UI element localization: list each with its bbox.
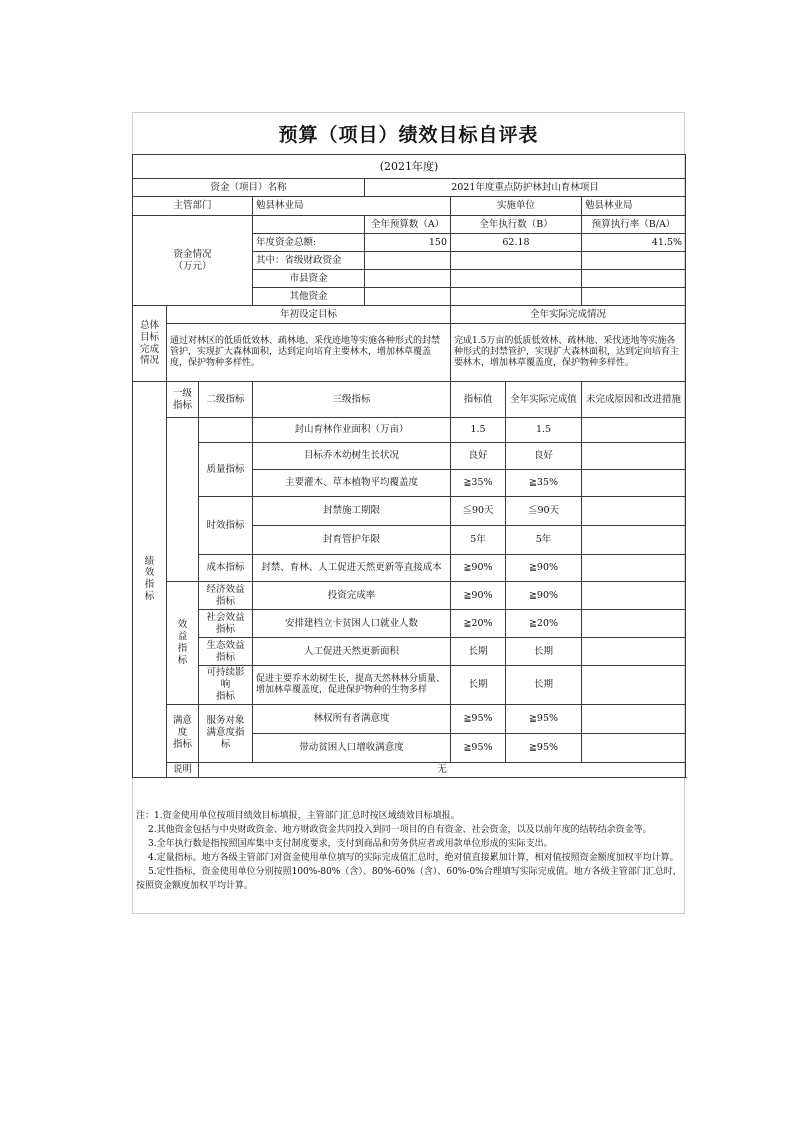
ind-name: 目标乔木幼树生长状况 — [253, 443, 451, 470]
footnote-1: 注：1.资金使用单位按项目绩效目标填报，主管部门汇总时按区域绩效目标填报。 — [136, 811, 460, 821]
ind-name: 投资完成率 — [253, 582, 451, 610]
ind-name: 封山育林作业面积（万亩） — [253, 418, 451, 443]
funds-col-b: 全年执行数（B） — [451, 216, 582, 234]
funds-row-b — [451, 288, 582, 306]
ind-target: ≧90% — [451, 555, 506, 582]
funds-row-a: 150 — [365, 234, 451, 252]
ind-target: ≦90天 — [451, 497, 506, 526]
impl-unit-value: 勉县林业局 — [582, 197, 686, 216]
ind-actual: 长期 — [506, 638, 582, 666]
ind-note — [582, 497, 686, 526]
dept-value: 勉县林业局 — [253, 197, 451, 216]
funds-col-rate: 预算执行率（B/A） — [582, 216, 686, 234]
funds-row-b — [451, 252, 582, 270]
ind-header-target: 指标值 — [451, 382, 506, 418]
funds-row-name: 年度资金总额: — [253, 234, 365, 252]
dept-label: 主管部门 — [133, 197, 253, 216]
ind-level1-benefit: 效 益 指 标 — [167, 582, 199, 705]
ind-target: ≧95% — [451, 733, 506, 762]
ind-name: 封禁、育林、人工促进天然更新等直接成本 — [253, 555, 451, 582]
ind-target: 长期 — [451, 666, 506, 705]
funds-row-name: 其他资金 — [253, 288, 365, 306]
ind-actual: 5年 — [506, 526, 582, 555]
overall-label: 总体 目标 完成 情况 — [133, 306, 167, 382]
funds-row-rate — [582, 270, 686, 288]
ind-note — [582, 443, 686, 470]
ind-target: 5年 — [451, 526, 506, 555]
year-label: (2021年度) — [133, 155, 686, 179]
ind-actual: 良好 — [506, 443, 582, 470]
funds-row-b: 62.18 — [451, 234, 582, 252]
ind-target: ≧35% — [451, 470, 506, 497]
footnote-2: 2.其他资金包括与中央财政资金、地方财政资金共同投入到同一项目的自有资金、社会资金，以及以前年度的结转结余资金等。 — [148, 824, 652, 835]
ind-note — [582, 418, 686, 443]
ind-note — [582, 555, 686, 582]
page-title: 预算（项目）绩效目标自评表 — [278, 124, 539, 146]
funds-row-rate — [582, 252, 686, 270]
ind-actual: ≧90% — [506, 582, 582, 610]
impl-unit-label: 实施单位 — [451, 197, 582, 216]
ind-actual: 1.5 — [506, 418, 582, 443]
ind-name: 封育管护年限 — [253, 526, 451, 555]
ind-note — [582, 526, 686, 555]
ind-level2-econ: 经济效益 指标 — [199, 582, 253, 610]
ind-header-level1: 一级 指标 — [167, 382, 199, 418]
ind-actual: ≧90% — [506, 555, 582, 582]
ind-note — [582, 470, 686, 497]
ind-actual: ≦90天 — [506, 497, 582, 526]
ind-header-actual: 全年实际完成值 — [506, 382, 582, 418]
ind-note — [582, 582, 686, 610]
ind-level1-satisfaction: 满意度 指标 — [167, 704, 199, 762]
ind-name: 带动贫困人口增收满意度 — [253, 733, 451, 762]
funds-row-a — [365, 270, 451, 288]
funds-row-rate — [582, 288, 686, 306]
ind-name: 林权所有者满意度 — [253, 704, 451, 733]
ind-level2-eco: 生态效益 指标 — [199, 638, 253, 666]
ind-header-level2: 二级指标 — [199, 382, 253, 418]
ind-level2-quality: 质量指标 — [199, 443, 253, 497]
ind-target: 1.5 — [451, 418, 506, 443]
overall-actual-text: 完成1.5万亩的低质低效林、疏林地、采伐迹地等实施各种形式的封禁管护，实现扩大森林面积，达到定向培育主要林木，增加林草覆盖度，保护物种多样性。 — [451, 324, 686, 382]
overall-actual-label: 全年实际完成情况 — [451, 306, 686, 324]
ind-name: 封禁施工期限 — [253, 497, 451, 526]
funds-row-rate: 41.5% — [582, 234, 686, 252]
footnote-3: 3.全年执行数是指按照国库集中支付制度要求，支付到商品和劳务供应者或用款单位形成的实际支出。 — [148, 838, 553, 849]
ind-level2-blank — [199, 418, 253, 443]
funds-label: 资金情况 （万元） — [133, 216, 253, 306]
overall-initial-label: 年初设定目标 — [167, 306, 451, 324]
ind-level1-output — [167, 418, 199, 582]
ind-level2-cost: 成本指标 — [199, 555, 253, 582]
ind-name: 主要灌木、草本植物平均覆盖度 — [253, 470, 451, 497]
ind-target: ≧90% — [451, 582, 506, 610]
funds-blank — [253, 216, 365, 234]
ind-header-level3: 三级指标 — [253, 382, 451, 418]
ind-actual: ≧95% — [506, 733, 582, 762]
ind-note — [582, 638, 686, 666]
ind-level2-social: 社会效益 指标 — [199, 610, 253, 638]
remark-value: 无 — [199, 762, 686, 777]
ind-actual: ≧35% — [506, 470, 582, 497]
funds-row-name: 市县资金 — [253, 270, 365, 288]
ind-level2-sustain: 可持续影响 指标 — [199, 666, 253, 705]
overall-initial-text: 通过对林区的低质低效林、疏林地、采伐迹地等实施各种形式的封禁管护，实现扩大森林面积，达到定向培育主要林木，增加林草覆盖度，保护物种多样性。 — [167, 324, 451, 382]
project-name-label: 资金（项目）名称 — [133, 179, 365, 197]
ind-note — [582, 610, 686, 638]
ind-target: ≧20% — [451, 610, 506, 638]
ind-target: 良好 — [451, 443, 506, 470]
ind-header-note: 未完成原因和改进措施 — [582, 382, 686, 418]
ind-note — [582, 704, 686, 733]
ind-name: 安排建档立卡贫困人口就业人数 — [253, 610, 451, 638]
ind-actual: 长期 — [506, 666, 582, 705]
remark-label: 说明 — [167, 762, 199, 777]
ind-name: 人工促进天然更新面积 — [253, 638, 451, 666]
ind-target: 长期 — [451, 638, 506, 666]
ind-note — [582, 666, 686, 705]
footnote-5: 5.定性指标，资金使用单位分别按照100%-80%（含）、80%-60%（含）、60%-0%合理填写实际完成值。地方各级主管部门汇总时，按照资金额度加权平均计算。 — [136, 866, 682, 891]
project-name-value: 2021年度重点防护林封山育林项目 — [365, 179, 686, 197]
ind-name: 促进主要乔木幼树生长，提高天然林林分质量、增加林草覆盖度，促进保护物种的生物多样 — [253, 666, 451, 705]
ind-level2-service: 服务对象 满意度指标 — [199, 704, 253, 762]
footnote-4: 4.定量指标。地方各级主管部门对资金使用单位填写的实际完成值汇总时，绝对值直接累加计算，相对值按照资金额度加权平均计算。 — [148, 852, 679, 863]
ind-actual: ≧20% — [506, 610, 582, 638]
ind-actual: ≧95% — [506, 704, 582, 733]
funds-row-a — [365, 288, 451, 306]
ind-note — [582, 733, 686, 762]
funds-row-name: 其中：省级财政资金 — [253, 252, 365, 270]
funds-col-a: 全年预算数（A） — [365, 216, 451, 234]
ind-target: ≧95% — [451, 704, 506, 733]
footnotes — [136, 810, 684, 894]
evaluation-table — [132, 154, 686, 778]
ind-level2-timely: 时效指标 — [199, 497, 253, 555]
funds-row-a — [365, 252, 451, 270]
funds-row-b — [451, 270, 582, 288]
indicators-label: 绩 效 指 标 — [133, 382, 167, 778]
